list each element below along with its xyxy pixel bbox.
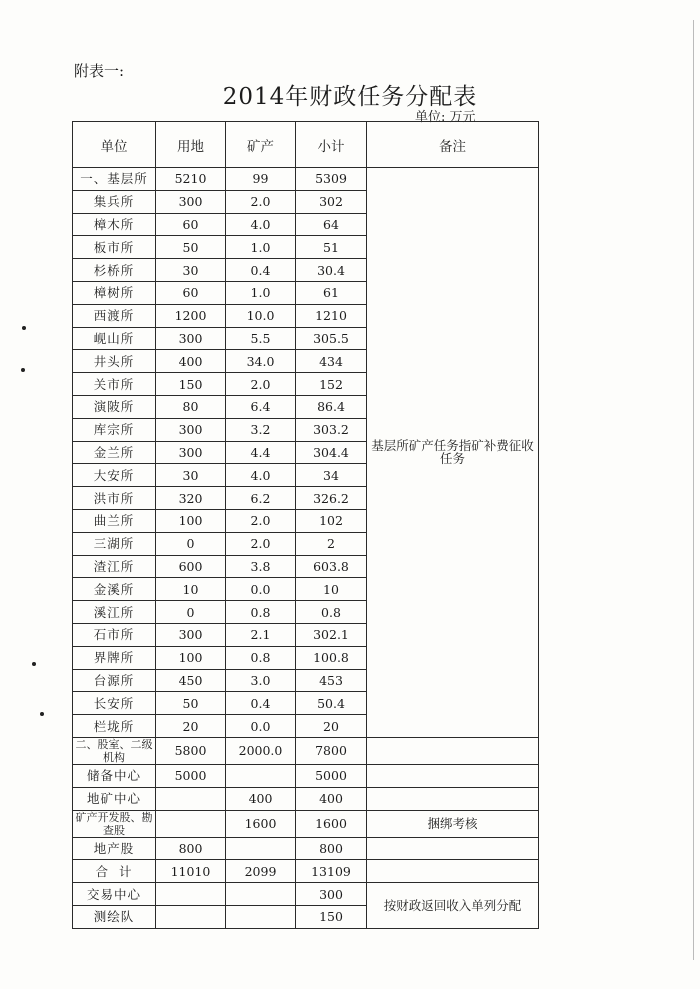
cell-unit: 关市所	[73, 373, 156, 396]
cell-unit: 界牌所	[73, 646, 156, 669]
cell-unit: 集兵所	[73, 190, 156, 213]
cell-subtotal: 304.4	[296, 441, 367, 464]
cell-mineral: 1.0	[226, 281, 296, 304]
cell-land: 300	[156, 623, 226, 646]
cell-unit: 金兰所	[73, 441, 156, 464]
table-row	[73, 787, 539, 810]
page-title: 2014年财政任务分配表	[222, 84, 478, 110]
scan-speck	[40, 712, 44, 716]
cell-unit: 矿产开发股、勘查股	[73, 810, 156, 837]
cell-subtotal: 13109	[296, 860, 367, 883]
cell-land: 300	[156, 190, 226, 213]
cell-subtotal: 7800	[296, 737, 367, 764]
cell-mineral: 0.8	[226, 646, 296, 669]
cell-mineral: 0.4	[226, 692, 296, 715]
cell-unit: 岘山所	[73, 327, 156, 350]
cell-mineral: 4.0	[226, 464, 296, 487]
cell-subtotal: 61	[296, 281, 367, 304]
cell-unit: 大安所	[73, 464, 156, 487]
cell-subtotal: 303.2	[296, 418, 367, 441]
cell-subtotal: 2	[296, 532, 367, 555]
cell-unit: 台源所	[73, 669, 156, 692]
cell-mineral	[226, 764, 296, 787]
cell-land: 60	[156, 281, 226, 304]
cell-land: 80	[156, 395, 226, 418]
cell-unit: 栏垅所	[73, 715, 156, 738]
cell-unit: 储备中心	[73, 764, 156, 787]
cell-subtotal: 30.4	[296, 259, 367, 282]
scan-speck	[32, 662, 36, 666]
cell-mineral: 4.0	[226, 213, 296, 236]
column-header-mineral: 矿产	[226, 122, 296, 168]
cell-note-exchange: 按财政返回收入单列分配	[367, 883, 539, 929]
cell-land: 1200	[156, 304, 226, 327]
cell-unit: 长安所	[73, 692, 156, 715]
table-row	[73, 764, 539, 787]
cell-unit: 杉桥所	[73, 259, 156, 282]
cell-mineral: 3.8	[226, 555, 296, 578]
cell-land	[156, 787, 226, 810]
cell-mineral: 10.0	[226, 304, 296, 327]
cell-land: 300	[156, 441, 226, 464]
column-header-land: 用地	[156, 122, 226, 168]
table-header-row	[73, 122, 539, 168]
cell-subtotal: 305.5	[296, 327, 367, 350]
cell-land	[156, 883, 226, 906]
cell-subtotal: 5309	[296, 168, 367, 191]
cell-mineral: 3.0	[226, 669, 296, 692]
cell-subtotal: 300	[296, 883, 367, 906]
cell-mineral: 99	[226, 168, 296, 191]
cell-unit: 曲兰所	[73, 509, 156, 532]
cell-unit: 测绘队	[73, 905, 156, 928]
cell-subtotal: 152	[296, 373, 367, 396]
cell-mineral: 2.0	[226, 373, 296, 396]
cell-mineral: 1600	[226, 810, 296, 837]
cell-subtotal: 434	[296, 350, 367, 373]
cell-subtotal: 50.4	[296, 692, 367, 715]
column-header-unit: 单位	[73, 122, 156, 168]
cell-land: 5800	[156, 737, 226, 764]
cell-note	[367, 764, 539, 787]
cell-subtotal: 150	[296, 905, 367, 928]
cell-unit: 演陂所	[73, 395, 156, 418]
cell-subtotal: 20	[296, 715, 367, 738]
cell-land: 5210	[156, 168, 226, 191]
cell-subtotal: 453	[296, 669, 367, 692]
cell-mineral: 6.2	[226, 487, 296, 510]
cell-land: 100	[156, 646, 226, 669]
cell-note	[367, 737, 539, 764]
cell-unit: 板市所	[73, 236, 156, 259]
cell-note	[367, 787, 539, 810]
cell-unit: 库宗所	[73, 418, 156, 441]
cell-mineral	[226, 883, 296, 906]
cell-unit: 溪江所	[73, 601, 156, 624]
cell-land: 600	[156, 555, 226, 578]
cell-mineral: 0.8	[226, 601, 296, 624]
cell-subtotal: 5000	[296, 764, 367, 787]
cell-unit: 樟树所	[73, 281, 156, 304]
cell-subtotal: 34	[296, 464, 367, 487]
cell-mineral	[226, 837, 296, 860]
cell-mineral: 34.0	[226, 350, 296, 373]
table-row	[73, 810, 539, 837]
cell-mineral: 400	[226, 787, 296, 810]
cell-mineral	[226, 905, 296, 928]
cell-subtotal: 0.8	[296, 601, 367, 624]
cell-unit: 樟木所	[73, 213, 156, 236]
cell-mineral: 4.4	[226, 441, 296, 464]
cell-unit: 二、股室、二级机构	[73, 737, 156, 764]
cell-land: 320	[156, 487, 226, 510]
cell-mineral: 2.0	[226, 190, 296, 213]
table-row	[73, 737, 539, 764]
cell-land: 100	[156, 509, 226, 532]
cell-subtotal: 302	[296, 190, 367, 213]
page-edge-shadow	[693, 20, 694, 960]
cell-mineral: 1.0	[226, 236, 296, 259]
cell-subtotal: 326.2	[296, 487, 367, 510]
cell-unit: 地产股	[73, 837, 156, 860]
cell-mineral: 0.0	[226, 578, 296, 601]
cell-note-grassroots: 基层所矿产任务指矿补费征收任务	[367, 168, 539, 738]
cell-unit: 一、基层所	[73, 168, 156, 191]
cell-note	[367, 860, 539, 883]
cell-land: 400	[156, 350, 226, 373]
attachment-label: 附表一:	[74, 62, 125, 80]
cell-subtotal: 64	[296, 213, 367, 236]
cell-mineral: 2.0	[226, 532, 296, 555]
scan-speck	[21, 368, 25, 372]
table-row	[73, 168, 539, 191]
cell-subtotal: 1210	[296, 304, 367, 327]
cell-land: 800	[156, 837, 226, 860]
cell-land: 30	[156, 464, 226, 487]
cell-land: 10	[156, 578, 226, 601]
cell-mineral: 2.1	[226, 623, 296, 646]
cell-land: 11010	[156, 860, 226, 883]
cell-land: 30	[156, 259, 226, 282]
cell-subtotal: 1600	[296, 810, 367, 837]
cell-unit: 石市所	[73, 623, 156, 646]
cell-subtotal: 10	[296, 578, 367, 601]
cell-mineral: 2000.0	[226, 737, 296, 764]
table-row	[73, 837, 539, 860]
table-row-total	[73, 860, 539, 883]
cell-land: 0	[156, 532, 226, 555]
cell-subtotal: 86.4	[296, 395, 367, 418]
cell-land: 20	[156, 715, 226, 738]
cell-land: 150	[156, 373, 226, 396]
cell-unit: 西渡所	[73, 304, 156, 327]
cell-mineral: 5.5	[226, 327, 296, 350]
cell-land	[156, 905, 226, 928]
cell-subtotal: 51	[296, 236, 367, 259]
cell-mineral: 2.0	[226, 509, 296, 532]
cell-mineral: 0.4	[226, 259, 296, 282]
unit-note: 单位: 万元	[415, 110, 476, 125]
cell-land: 300	[156, 327, 226, 350]
cell-land: 60	[156, 213, 226, 236]
table-row	[73, 883, 539, 906]
cell-land	[156, 810, 226, 837]
cell-land: 0	[156, 601, 226, 624]
cell-unit: 交易中心	[73, 883, 156, 906]
cell-note	[367, 837, 539, 860]
cell-subtotal: 400	[296, 787, 367, 810]
scan-speck	[22, 326, 26, 330]
cell-unit: 合 计	[73, 860, 156, 883]
cell-note-bundled: 捆绑考核	[367, 810, 539, 837]
cell-mineral: 3.2	[226, 418, 296, 441]
cell-land: 50	[156, 236, 226, 259]
cell-subtotal: 603.8	[296, 555, 367, 578]
cell-unit: 地矿中心	[73, 787, 156, 810]
cell-land: 50	[156, 692, 226, 715]
cell-unit: 洪市所	[73, 487, 156, 510]
cell-unit: 渣江所	[73, 555, 156, 578]
column-header-subtotal: 小计	[296, 122, 367, 168]
cell-mineral: 6.4	[226, 395, 296, 418]
cell-unit: 井头所	[73, 350, 156, 373]
cell-subtotal: 800	[296, 837, 367, 860]
cell-unit: 三湖所	[73, 532, 156, 555]
cell-unit: 金溪所	[73, 578, 156, 601]
cell-land: 450	[156, 669, 226, 692]
cell-mineral: 0.0	[226, 715, 296, 738]
cell-subtotal: 100.8	[296, 646, 367, 669]
cell-land: 300	[156, 418, 226, 441]
cell-subtotal: 302.1	[296, 623, 367, 646]
column-header-note: 备注	[367, 122, 539, 168]
cell-land: 5000	[156, 764, 226, 787]
allocation-table	[72, 121, 539, 929]
cell-mineral: 2099	[226, 860, 296, 883]
cell-subtotal: 102	[296, 509, 367, 532]
